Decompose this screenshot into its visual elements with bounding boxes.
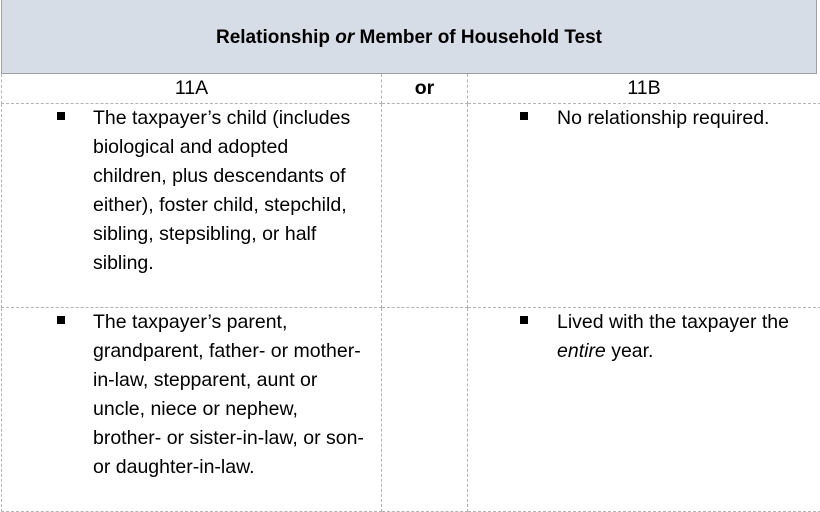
list-item <box>2 308 381 482</box>
household-test-table <box>1 0 817 510</box>
column-or-header: or <box>382 74 468 104</box>
list-item <box>2 104 381 278</box>
text-after-emphasis: year. <box>605 340 654 362</box>
item-text: The taxpayer’s parent, grandparent, father- or mother-in-law, stepparent, aunt or uncle, niece or nephew, brother- or sister-in-law, or son- or daughter-in-law. <box>93 311 364 478</box>
column-header-row <box>2 74 820 104</box>
column-11a-header: 11A <box>2 74 382 104</box>
column-11b-header: 11B <box>468 74 820 104</box>
test-grid <box>1 74 820 512</box>
cell-11a-row-1 <box>2 104 382 308</box>
cell-11b-row-1 <box>468 104 820 308</box>
cell-or-row-1 <box>382 104 468 308</box>
item-text: No relationship required. <box>557 107 770 129</box>
title-part-1: Relationship <box>215 26 336 48</box>
list-item <box>468 104 820 133</box>
square-bullet-icon <box>520 112 528 120</box>
table-row <box>2 104 820 308</box>
item-text <box>557 308 820 366</box>
text-before-emphasis: Lived with the taxpayer the <box>557 311 789 333</box>
square-bullet-icon <box>520 316 528 324</box>
emphasized-word: entire <box>557 340 606 362</box>
table-title <box>216 27 602 49</box>
table-header <box>1 0 817 74</box>
square-bullet-icon <box>57 316 65 324</box>
title-part-2: Member of Household Test <box>354 26 603 48</box>
table-row <box>2 308 820 512</box>
title-connector: or <box>335 26 355 48</box>
cell-11a-row-2 <box>2 308 382 512</box>
cell-11b-row-2 <box>468 308 820 512</box>
list-item <box>468 308 820 366</box>
cell-or-row-2 <box>382 308 468 512</box>
square-bullet-icon <box>57 112 65 120</box>
item-text: The taxpayer’s child (includes biological and adopted children, plus descendants of either), foster child, stepchild, sibling, stepsibling, or half sibling. <box>93 107 351 274</box>
